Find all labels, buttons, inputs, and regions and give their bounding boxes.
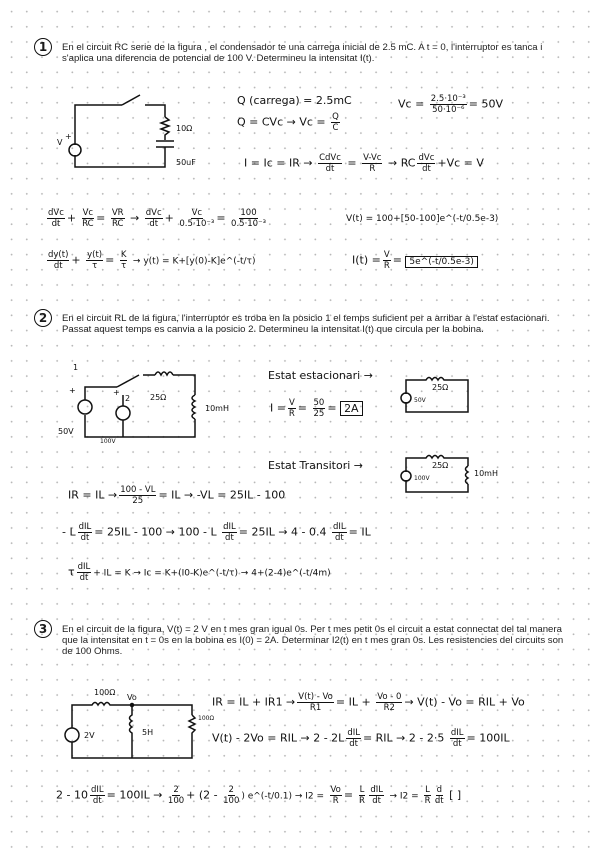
source-label: 2V	[84, 731, 95, 740]
eq-transient-3: τ $\frac{\text{dIL}}{dt}$ + IL = K → Ic = K+(I0-K)e^(-t/τ) → 4+(2-4)e^(-t/4m)	[68, 562, 331, 583]
problem-number-2: 2	[34, 309, 52, 327]
transient-heading: Estat Transitori →	[268, 459, 364, 472]
svg-text:10mH: 10mH	[474, 469, 498, 478]
eq-charge: Q (carrega) = 2.5mC	[237, 94, 352, 107]
svg-text:+: +	[65, 132, 72, 141]
resistor-label: 10Ω	[176, 124, 193, 133]
eq-vt: V(t) = 100+[50-100]e^(-t/0.5e-3)	[346, 214, 499, 224]
source-1-label: 50V	[58, 427, 74, 436]
source-2-label: 100V	[100, 438, 116, 445]
rl-parallel-circuit-diagram	[62, 688, 215, 765]
eq-final: 2 - 10 $\frac{\text{dIL}}{dt}$ = 100IL → $\frac{2}{100}$ + (2 - $\frac{2}{100}$ ) e^(-t/0.1) → I2 = $\frac{Vo}{R}$ = $\frac{L}{R}$ $\frac{\text{dIL}}{dt}$ → I2 = $\frac{L}{R}$ $\frac{d}{dt}$ [ ]	[56, 785, 462, 806]
problem-2-text: En el circuit RL de la figura, l'interruptor es troba en la posicio 1 el temps suficient per a arribar a l'estat estacionari. Passat aquest temps es canvia a la posicio 2. Determineu la intensitat I(t) que circula per la bobina.	[62, 313, 550, 336]
eq-kcl: IR = IL + IR1 → $\frac{V(t) - Vo}{R1}$ = IL + $\frac{Vo - 0}{R2}$ → V(t) - Vo = RIL + Vo	[212, 692, 525, 713]
eq-transient-2: - L $\frac{\text{dIL}}{dt}$ = 25IL - 100 → 100 - L $\frac{\text{dIL}}{dt}$ = 25IL → 4 - 0.4 $\frac{\text{dIL}}{dt}$ = IL	[62, 522, 371, 543]
inductor-label: 5H	[142, 728, 154, 737]
capacitor-label: 50uF	[176, 158, 196, 167]
svg-text:+: +	[69, 386, 76, 395]
svg-text:2: 2	[125, 394, 131, 403]
eq-diff-rc: $\frac{\text{dVc}}{dt}$ + $\frac{Vc}{RC}$ = $\frac{VR}{RC}$ → $\frac{\text{dVc}}{dt}$ + $\frac{Vc}{\text{0.5·10⁻³}}$ = $\frac{100}{\text{0.5·10⁻³}}$	[48, 208, 266, 229]
svg-text:25Ω: 25Ω	[432, 383, 449, 392]
rc-circuit-diagram	[50, 95, 220, 185]
steady-state-diagram	[398, 372, 478, 417]
eq-substitution: V(t) - 2Vo = RIL → 2 - 2L $\frac{\text{dIL}}{dt}$ = RIL → 2 - 2·5 $\frac{\text{dIL}}{dt}$ = 100IL	[212, 728, 510, 749]
eq-general-solution: $\frac{dy(t)}{dt}$ + $\frac{y(t)}{\tau}$ = $\frac{K}{\tau}$ → y(t) = K+[y(0)-K]e^(-t/τ)	[48, 250, 256, 271]
svg-text:V: V	[57, 138, 63, 147]
node-vo-label: Vo	[127, 693, 137, 702]
eq-charge-relation: Q = CVc → Vc = $\frac{Q}{C}$	[237, 112, 339, 133]
transient-diagram	[398, 448, 528, 498]
resistor-2-label: 100Ω	[198, 715, 215, 722]
svg-text:25Ω: 25Ω	[432, 461, 449, 470]
resistor-label: 25Ω	[150, 393, 167, 402]
rl-circuit-diagram	[55, 363, 229, 450]
eq-current-relation: I = Ic = IR → $\frac{\text{CdVc}}{dt}$ = $\frac{V-Vc}{R}$ → RC $\frac{\text{dVc}}{dt}$ +Vc = V	[244, 153, 484, 174]
svg-text:+: +	[113, 388, 120, 397]
boxed-result: 5e^(-t/0.5e-3)	[405, 256, 477, 268]
problem-number-1: 1	[34, 38, 52, 56]
problem-1-text: En el circuit RC serie de la figura , el condensador te una carrega inicial de 2.5 mC. A t = 0, l'interruptor es tanca i s'aplica una diferencia de potencial de 100 V. Determineu la intensitat I(t).	[62, 42, 543, 65]
svg-text:50V: 50V	[414, 397, 426, 404]
svg-text:1: 1	[73, 363, 79, 372]
problem-number-3: 3	[34, 620, 52, 638]
steady-state-heading: Estat estacionari →	[268, 369, 373, 382]
inductor-label: 10mH	[205, 404, 229, 413]
eq-transient-1: IR = IL → $\frac{100 - VL}{25}$ = IL → -VL = 25IL - 100	[68, 485, 286, 506]
svg-text:100V: 100V	[414, 475, 430, 482]
resistor-1-label: 100Ω	[94, 688, 116, 697]
eq-vc-value: Vc = $\frac{\text{2.5·10⁻³}}{\text{50·10⁻⁶}}$ = 50V	[398, 94, 503, 115]
eq-steady-current: I = $\frac{V}{R}$ = $\frac{50}{25}$ = 2A	[270, 398, 363, 419]
boxed-result: 2A	[340, 401, 363, 416]
eq-current-result: I(t) = $\frac{V}{R}$ = 5e^(-t/0.5e-3)	[352, 250, 478, 271]
problem-3-text: En el circuit de la figura, V(t) = 2 V en t mes gran igual 0s. Per t mes petit 0s el circuit a estat connectat del tal manera que la intensitat en t = 0s en la bobina es I(0) = 2A. Determinar I2(t) en t mes gran 0s. Les resistencies del circuits son de 100 Ohms.	[62, 624, 564, 658]
